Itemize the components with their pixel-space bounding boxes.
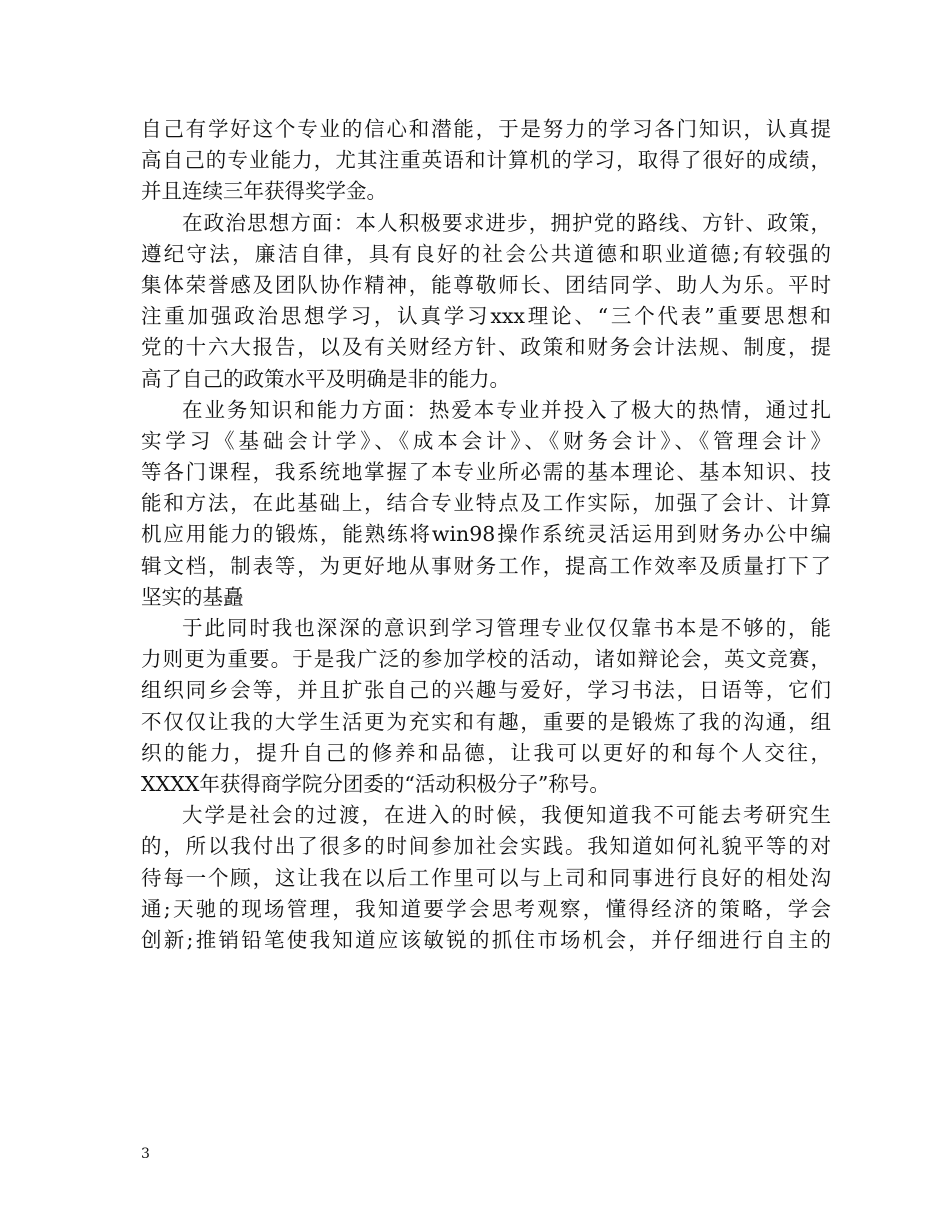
text-line: 在政治思想方面：本人积极要求进步，拥护党的路线、方针、政策， (182, 210, 831, 235)
paragraph (141, 613, 831, 800)
text-line: 高了自己的政策水平及明确是非的能力。 (141, 366, 510, 391)
text-line: 于此同时我也深深的意识到学习管理专业仅仅靠书本是不够的，能 (182, 616, 831, 640)
text-line: 在业务知识和能力方面：热爱本专业并投入了极大的热情，通过扎 (182, 397, 831, 422)
text-line: 高自己的专业能力，尤其注重英语和计算机的学习，取得了很好的成绩， (141, 148, 831, 173)
text-line: 待每一个顾，这让我在以后工作里可以与上司和同事进行良好的相处沟 (141, 865, 831, 890)
text-line: 自己有学好这个专业的信心和潜能，于是努力的学习各门知识，认真提 (141, 117, 831, 141)
text-line: 党的十六大报告，以及有关财经方针、政策和财务会计法规、制度，提 (141, 335, 831, 360)
text-line: 坚实的基矗 (141, 584, 244, 609)
text-line: 力则更为重要。于是我广泛的参加学校的活动，诸如辩论会，英文竞赛， (141, 647, 831, 672)
text-line: 的，所以我付出了很多的时间参加社会实践。我知道如何礼貌平等的对 (141, 834, 831, 859)
page-number: 3 (141, 1146, 150, 1162)
text-line: 大学是社会的过渡，在进入的时候，我便知道我不可能去考研究生 (182, 803, 831, 828)
text-line: 并且连续三年获得奖学金。 (141, 179, 387, 204)
text-line: 实学习《基础会计学》、《成本会计》、《财务会计》、《管理会计》 (141, 428, 831, 453)
paragraph (141, 800, 831, 956)
text-line: 机应用能力的锻炼，能熟练将win98操作系统灵活运用到财务办公中编 (141, 522, 831, 547)
body-text (141, 114, 831, 956)
text-line: 注重加强政治思想学习，认真学习xxx理论、“三个代表”重要思想和 (141, 304, 831, 329)
text-line: 能和方法，在此基础上，结合专业特点及工作实际，加强了会计、计算 (141, 491, 831, 516)
text-line: 组织同乡会等，并且扩张自己的兴趣与爱好，学习书法，日语等，它们 (141, 678, 831, 703)
text-line: 集体荣誉感及团队协作精神，能尊敬师长、团结同学、助人为乐。平时 (141, 272, 831, 297)
paragraph (141, 208, 831, 395)
text-line: 通;天驰的现场管理，我知道要学会思考观察，懂得经济的策略，学会 (141, 896, 831, 921)
text-line: 不仅仅让我的大学生活更为充实和有趣，重要的是锻炼了我的沟通，组 (141, 709, 831, 734)
text-line: 等各门课程，我系统地掌握了本专业所必需的基本理论、基本知识、技 (141, 460, 831, 485)
paragraph (141, 114, 831, 208)
text-line: 创新;推销铅笔使我知道应该敏锐的抓住市场机会，并仔细进行自主的 (141, 927, 831, 952)
text-line: 辑文档，制表等，为更好地从事财务工作，提高工作效率及质量打下了 (141, 553, 831, 578)
text-line: 织的能力，提升自己的修养和品德，让我可以更好的和每个人交往， (141, 740, 831, 765)
text-line: 遵纪守法，廉洁自律，具有良好的社会公共道德和职业道德;有较强的 (141, 241, 831, 266)
text-line: XXXX年获得商学院分团委的“活动积极分子”称号。 (141, 771, 610, 796)
paragraph (141, 395, 831, 613)
